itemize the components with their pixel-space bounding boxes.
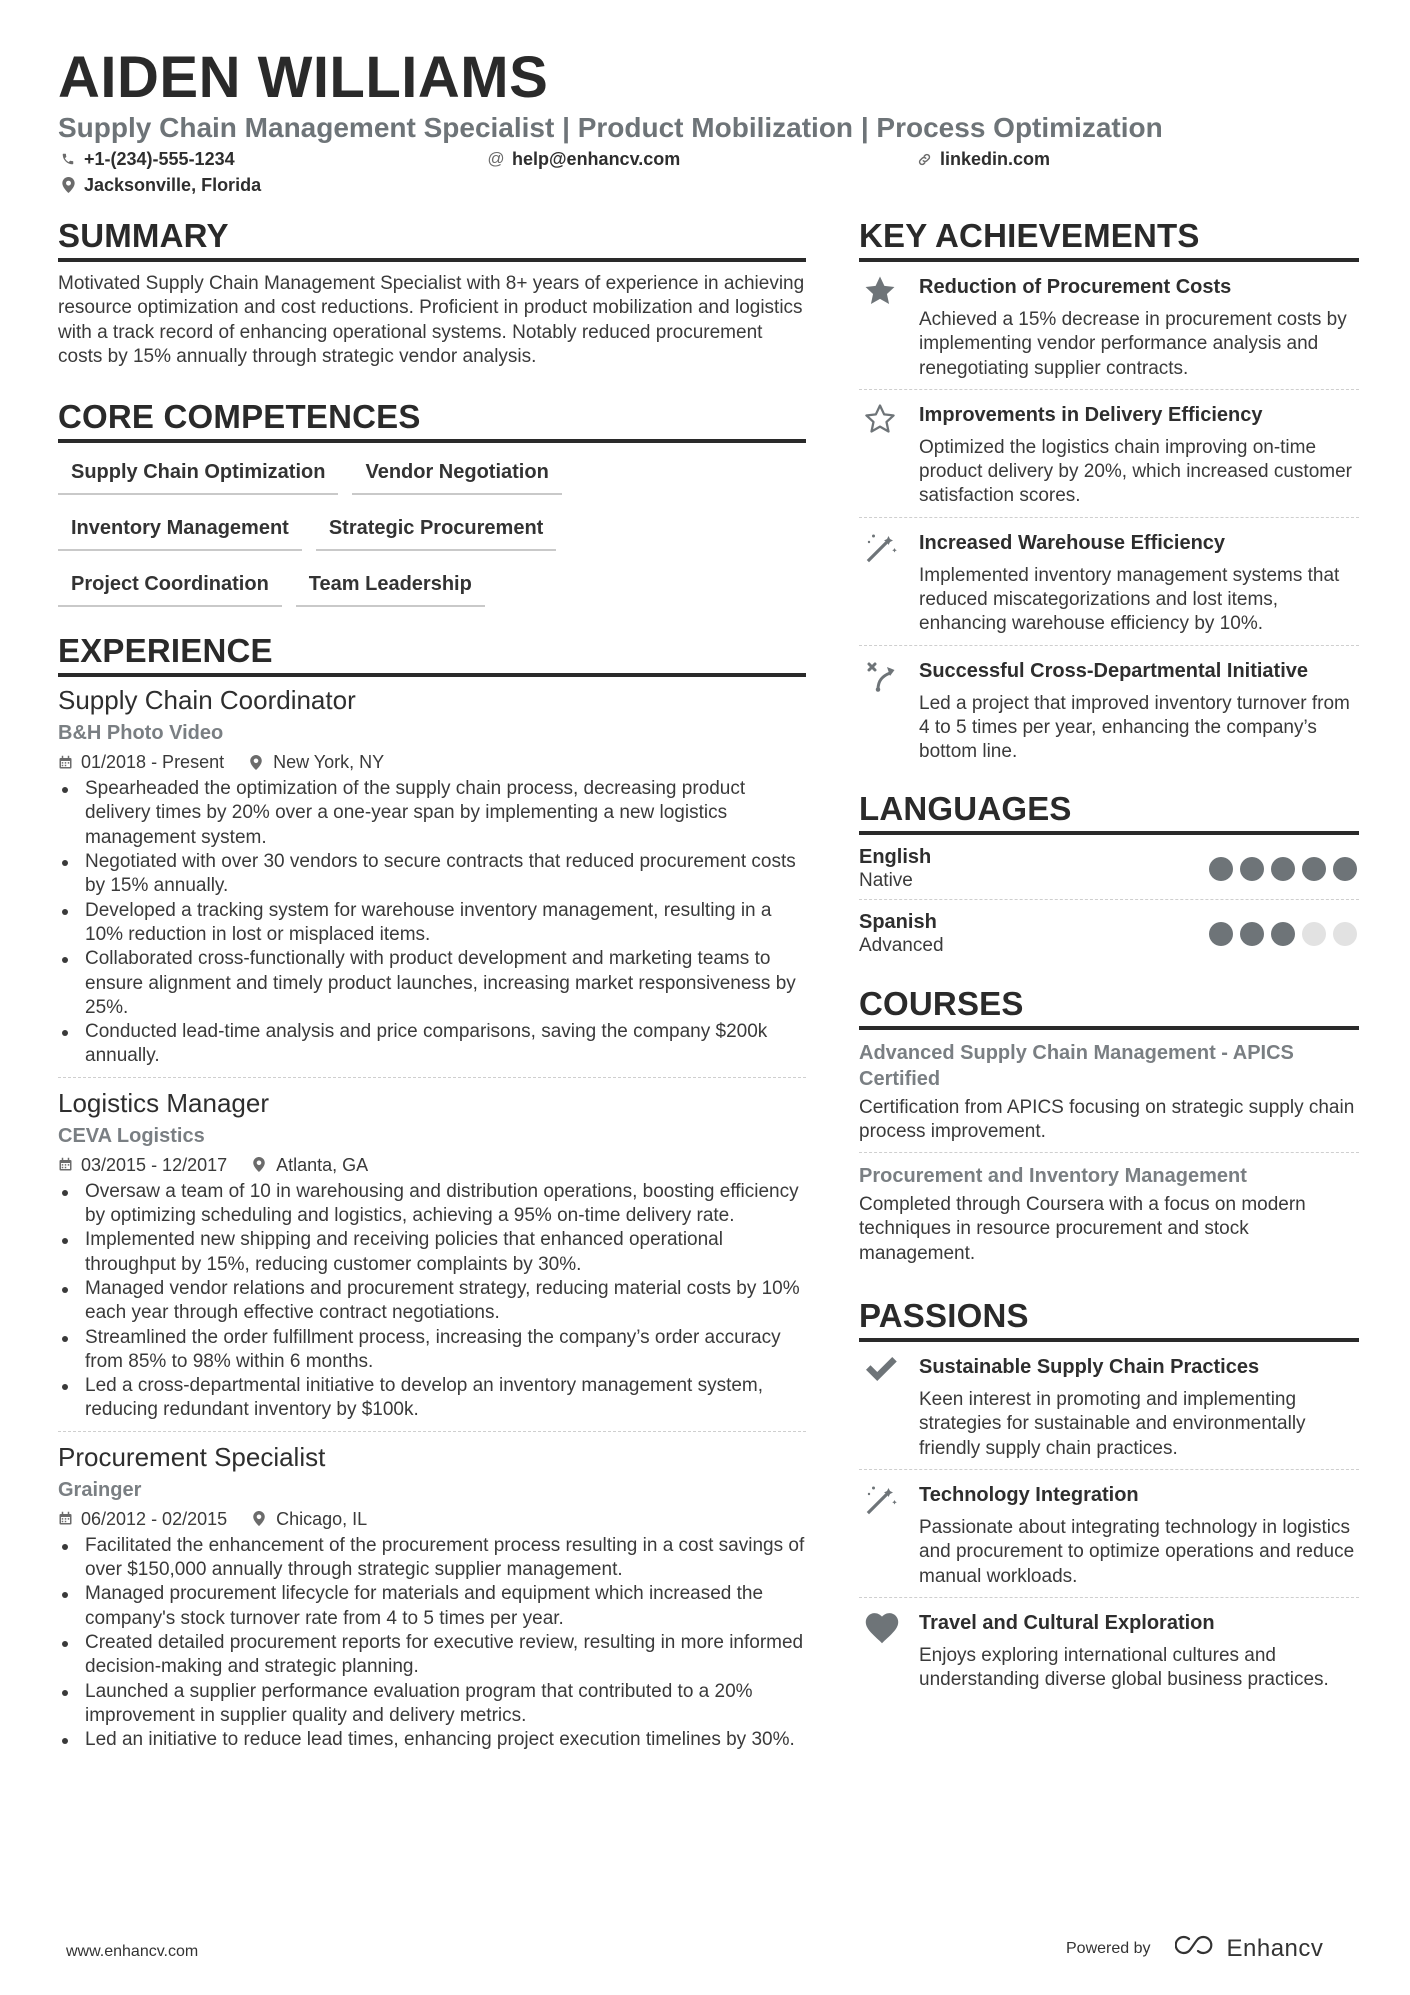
job-location: Atlanta, GA xyxy=(276,1154,369,1175)
experience-heading: EXPERIENCE xyxy=(58,631,806,677)
checkmark-icon xyxy=(859,1354,919,1461)
competences-heading: CORE COMPETENCES xyxy=(58,397,806,443)
languages-section xyxy=(859,789,1359,964)
contact-phone xyxy=(60,147,235,171)
passions-section xyxy=(859,1296,1359,1700)
course-text: Certification from APICS focusing on strategic supply chain process improvement. xyxy=(859,1096,1355,1142)
linkedin-text[interactable]: linkedin.com xyxy=(940,149,1051,169)
language-level: Native xyxy=(859,869,913,891)
achievement-text: Led a project that improved inventory turnover from 4 to 5 times per year, enhancing the company’s bottom line. xyxy=(919,692,1350,763)
passion-item xyxy=(859,1342,1359,1470)
competence-tag: Team Leadership xyxy=(296,571,485,607)
competence-tag: Strategic Procurement xyxy=(316,515,557,551)
job-bullet: Conducted lead-time analysis and price comparisons, saving the company $200k annually. xyxy=(58,1020,806,1069)
language-name: English xyxy=(859,845,932,868)
rating-dot xyxy=(1271,922,1295,946)
job-title: Supply Chain Coordinator xyxy=(58,685,356,716)
language-name: Spanish xyxy=(859,910,937,933)
language-item xyxy=(859,900,1359,964)
achievements-heading: KEY ACHIEVEMENTS xyxy=(859,216,1359,262)
contact-linkedin xyxy=(916,147,1050,171)
passion-text: Keen interest in promoting and implementing strategies for sustainable and environmentally friendly supply chain practices. xyxy=(919,1389,1306,1459)
language-rating xyxy=(1209,922,1357,946)
course-item xyxy=(859,1030,1359,1154)
link-icon xyxy=(916,151,932,167)
magic-wand-icon xyxy=(859,1482,919,1589)
job-meta xyxy=(58,1152,806,1178)
achievement-item xyxy=(859,646,1359,773)
calendar-icon xyxy=(58,1157,73,1172)
achievement-item xyxy=(859,390,1359,518)
job-bullets xyxy=(58,1534,806,1753)
course-text: Completed through Coursera with a focus on modern techniques in resource procurement and stock management. xyxy=(859,1194,1306,1264)
star-filled-icon xyxy=(859,274,919,381)
job-bullet: Launched a supplier performance evaluation program that contributed to a 20% improvement in supplier quality and delivery metrics. xyxy=(58,1680,806,1729)
enhancv-logo[interactable] xyxy=(1175,1934,1324,1963)
rating-dot xyxy=(1209,922,1233,946)
job-entry xyxy=(58,683,806,1078)
language-level: Advanced xyxy=(859,934,944,956)
achievement-text: Optimized the logistics chain improving on-time product delivery by 20%, which increased customer satisfaction scores. xyxy=(919,436,1352,507)
calendar-icon xyxy=(58,755,73,770)
magic-wand-icon xyxy=(859,530,919,637)
job-entry xyxy=(58,1086,806,1432)
job-meta xyxy=(58,1506,806,1532)
achievement-item xyxy=(859,262,1359,390)
achievement-text: Implemented inventory management systems that reduced miscategorizations and lost items, enhancing warehouse efficiency by 10%. xyxy=(919,564,1340,635)
achievement-title: Improvements in Delivery Efficiency xyxy=(919,403,1263,426)
star-outline-icon xyxy=(859,402,919,509)
rating-dot xyxy=(1333,922,1357,946)
job-title: Logistics Manager xyxy=(58,1087,269,1118)
job-bullets xyxy=(58,1180,806,1423)
job-bullet: Collaborated cross-functionally with product development and marketing teams to ensure alignment and timely product launches, increasing market responsiveness by 25%. xyxy=(58,947,806,1020)
job-bullet: Negotiated with over 30 vendors to secure contracts that reduced procurement costs by 15% annually. xyxy=(58,850,806,899)
passion-title: Sustainable Supply Chain Practices xyxy=(919,1356,1260,1379)
phone-icon xyxy=(60,151,76,167)
competence-tag: Inventory Management xyxy=(58,515,302,551)
achievement-title: Successful Cross-Departmental Initiative xyxy=(919,659,1309,682)
passion-text: Enjoys exploring international cultures and understanding diverse global business practices. xyxy=(919,1644,1329,1691)
competence-tag: Supply Chain Optimization xyxy=(58,459,338,495)
company-name: CEVA Logistics xyxy=(58,1124,205,1147)
rating-dot xyxy=(1240,857,1264,881)
languages-heading: LANGUAGES xyxy=(859,789,1359,835)
courses-section xyxy=(859,984,1359,1274)
job-bullet: Oversaw a team of 10 in warehousing and distribution operations, boosting efficiency by optimizing scheduling and logistics, achieving a 95% on-time delivery rate. xyxy=(58,1180,806,1229)
job-dates: 06/2012 - 02/2015 xyxy=(81,1508,228,1529)
passion-item xyxy=(859,1598,1359,1701)
heart-icon xyxy=(859,1610,919,1693)
course-title: Procurement and Inventory Management xyxy=(859,1165,1247,1188)
job-bullet: Developed a tracking system for warehouse inventory management, resulting in a 10% reduction in lost or misplaced items. xyxy=(58,899,806,948)
job-bullet: Managed vendor relations and procurement strategy, reducing material costs by 10% each year through effective contract negotiations. xyxy=(58,1277,806,1326)
job-meta xyxy=(58,749,806,775)
location-pin-icon xyxy=(250,755,265,770)
rating-dot xyxy=(1333,857,1357,881)
achievements-section xyxy=(859,216,1359,773)
course-title: Advanced Supply Chain Management - APICS Certified xyxy=(859,1041,1294,1090)
location-text: Jacksonville, Florida xyxy=(84,175,262,195)
course-item xyxy=(859,1153,1359,1274)
achievement-item xyxy=(859,518,1359,646)
job-title: Procurement Specialist xyxy=(58,1441,326,1472)
passions-heading: PASSIONS xyxy=(859,1296,1359,1342)
competence-tags xyxy=(58,459,678,607)
achievement-text: Achieved a 15% decrease in procurement costs by implementing vendor performance analysis and renegotiating supplier contracts. xyxy=(919,309,1347,379)
location-pin-icon xyxy=(60,177,76,193)
language-item xyxy=(859,835,1359,900)
job-location: Chicago, IL xyxy=(276,1508,368,1529)
brand-name: Enhancv xyxy=(1226,1934,1324,1962)
job-bullet: Managed procurement lifecycle for materials and equipment which increased the company's stock turnover rate from 4 to 5 times per year. xyxy=(58,1582,806,1631)
phone-text[interactable]: +1-(234)-555-1234 xyxy=(84,149,235,169)
contact-location xyxy=(60,173,261,197)
email-text[interactable]: help@enhancv.com xyxy=(512,149,681,169)
candidate-name: AIDEN WILLIAMS xyxy=(58,45,549,110)
job-dates: 01/2018 - Present xyxy=(81,752,225,773)
company-name: B&H Photo Video xyxy=(58,722,224,745)
at-sign-icon: @ xyxy=(487,149,505,168)
summary-heading: SUMMARY xyxy=(58,216,806,262)
job-bullet: Created detailed procurement reports for executive review, resulting in more informed decision-making and strategic planning. xyxy=(58,1631,806,1680)
enhancv-logo-icon xyxy=(1175,1934,1219,1963)
job-dates: 03/2015 - 12/2017 xyxy=(81,1154,228,1175)
courses-heading: COURSES xyxy=(859,984,1359,1030)
job-bullet: Facilitated the enhancement of the procurement process resulting in a cost savings of over $150,000 annually through strategic supplier management. xyxy=(58,1534,806,1583)
left-column xyxy=(58,216,806,1768)
rating-dot xyxy=(1271,857,1295,881)
passion-text: Passionate about integrating technology in logistics and procurement to optimize operations and reduce manual workloads. xyxy=(919,1516,1355,1587)
right-column xyxy=(859,216,1359,1700)
job-bullet: Led an initiative to reduce lead times, enhancing project execution timelines by 30%. xyxy=(58,1728,806,1752)
job-bullet: Streamlined the order fulfillment process, increasing the company’s order accuracy from 85% to 98% within 6 months. xyxy=(58,1326,806,1375)
location-pin-icon xyxy=(253,1511,268,1526)
job-bullets xyxy=(58,777,806,1069)
competence-tag: Project Coordination xyxy=(58,571,282,607)
experience-section xyxy=(58,631,806,1760)
summary-text: Motivated Supply Chain Management Specialist with 8+ years of experience in achieving resource optimization and cost reductions. Proficient in product mobilization and logistics with a track record of enhancing operational systems. Notably reduced procurement costs by 15% annually through strategic vendor analysis. xyxy=(58,273,805,367)
passion-title: Travel and Cultural Exploration xyxy=(919,1611,1215,1634)
candidate-headline: Supply Chain Management Specialist | Product Mobilization | Process Optimization xyxy=(58,112,1163,143)
achievement-title: Reduction of Procurement Costs xyxy=(919,276,1232,298)
calendar-icon xyxy=(58,1511,73,1526)
rating-dot xyxy=(1240,922,1264,946)
job-bullet: Led a cross-departmental initiative to develop an inventory management system, reducing redundant inventory by $100k. xyxy=(58,1374,806,1423)
passion-item xyxy=(859,1470,1359,1598)
achievement-title: Increased Warehouse Efficiency xyxy=(919,531,1226,554)
company-name: Grainger xyxy=(58,1478,142,1501)
job-bullet: Spearheaded the optimization of the supply chain process, decreasing product delivery times by 20% over a one-year span by implementing a new logistics management system. xyxy=(58,777,806,850)
location-pin-icon xyxy=(253,1157,268,1172)
rating-dot xyxy=(1209,857,1233,881)
footer-branding xyxy=(1066,1934,1323,1963)
job-location: New York, NY xyxy=(273,752,385,773)
language-rating xyxy=(1209,857,1357,881)
contact-email xyxy=(488,147,680,171)
job-entry xyxy=(58,1440,806,1761)
route-icon xyxy=(859,658,919,765)
job-bullet: Implemented new shipping and receiving policies that enhanced operational throughput by 15%, reducing customer complaints by 30%. xyxy=(58,1228,806,1277)
rating-dot xyxy=(1302,922,1326,946)
powered-by-label: Powered by xyxy=(1066,1939,1151,1957)
competences-section xyxy=(58,397,806,607)
passion-title: Technology Integration xyxy=(919,1483,1139,1506)
footer-website[interactable]: www.enhancv.com xyxy=(66,1943,199,1960)
competence-tag: Vendor Negotiation xyxy=(352,459,561,495)
rating-dot xyxy=(1302,857,1326,881)
summary-section xyxy=(58,216,806,369)
